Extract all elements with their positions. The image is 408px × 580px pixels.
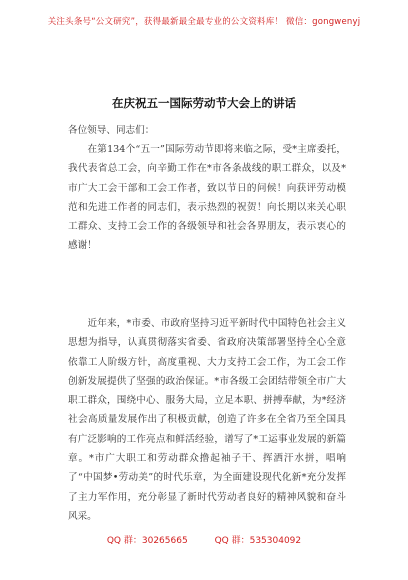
footer-contact <box>0 533 408 546</box>
header-promo-note: 关注头条号“公文研究”，获得最新最全最专业的公文资料库！ 微信：gongwenyj <box>47 17 361 27</box>
document-title: 在庆祝五一国际劳动节大会上的讲话 <box>112 96 296 110</box>
salutation: 各位领导、同志们： <box>68 125 155 136</box>
footer-qq-group-2: QQ 群：535304092 <box>214 536 302 546</box>
footer-qq-group-1: QQ 群：30265665 <box>106 536 188 546</box>
paragraph-1: 在第134个“五一”国际劳动节即将来临之际，受*主席委托，我代表省总工会，向辛勤工作在*市各条战线的职工群众，以及*市广大工会干部和工会工作者，致以节日的问候！向获评劳动模范和先进工作者的同志们，表示热烈的祝贺！向长期以来关心职工群众、支持工会工作的各级领导和社会各界朋友，表示衷心的感谢！ <box>68 144 346 252</box>
paragraph-2: 近年来，*市委、市政府坚持习近平新时代中国特色社会主义思想为指导，认真贯彻落实省委、省政府决策部署坚持全心全意依靠工人阶级方针，高度重视、大力支持工会工作，为工会工作创新发展提供了坚强的政治保证。*市各级工会团结带领全市广大职工群众，围绕中心、服务大局，立足本职、拼搏奉献，为*经济社会高质量发展作出了积极贡献，创造了许多在全省乃至全国具有广泛影响的工作亮点和鲜活经验，谱写了*工运事业发展的新篇章。*市广大职工和劳动群众撸起袖子干、挥洒汗水拼，唱响了“中国梦•劳动美”的时代乐章，为全面建设现代化新*充分发挥了主力军作用，充分彰显了新时代劳动者良好的精神风貌和奋斗风采。 <box>68 318 346 522</box>
